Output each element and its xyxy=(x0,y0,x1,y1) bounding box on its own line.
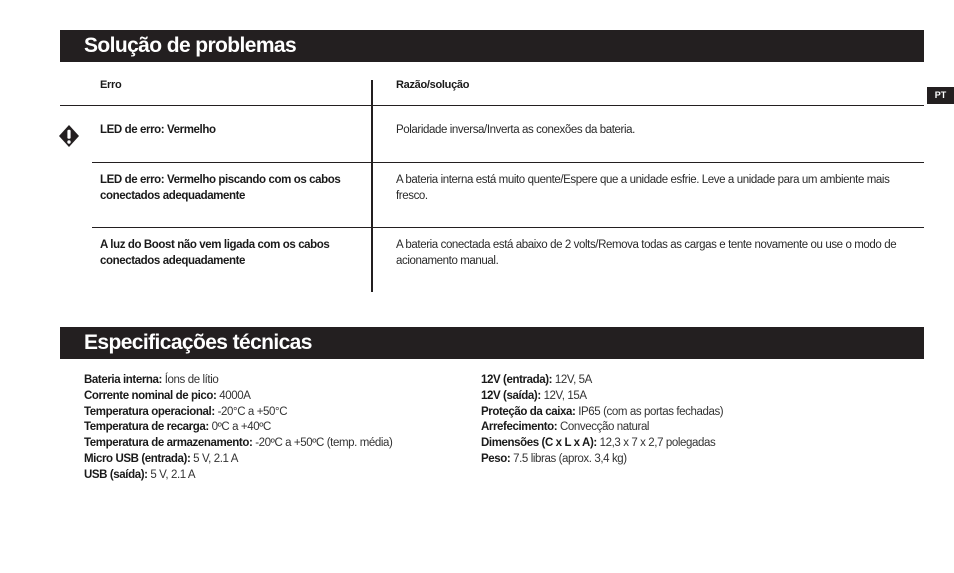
spec-value: 7.5 libras (aprox. 3,4 kg) xyxy=(513,452,627,465)
spec-row xyxy=(84,405,392,421)
spec-row xyxy=(84,436,392,452)
spec-label: 12V (entrada): xyxy=(481,374,553,386)
spec-label: Temperatura operacional: xyxy=(84,405,215,418)
spec-value: 0ºC a +40ºC xyxy=(211,421,271,434)
error-cell: A luz do Boost não vem ligada com os cabos conectados adequadamente xyxy=(100,239,330,267)
language-tab: PT xyxy=(927,87,954,104)
spec-row xyxy=(84,420,392,436)
solution-column-header: Razão/solução xyxy=(396,79,470,91)
spec-value: 12V, 5A xyxy=(554,374,592,386)
spec-value: 5 V, 2.1 A xyxy=(150,468,196,481)
specs-right-column xyxy=(481,373,723,468)
spec-value: IP65 (com as portas fechadas) xyxy=(578,405,724,418)
spec-value: -20ºC a +50ºC (temp. média) xyxy=(255,437,393,450)
spec-row xyxy=(481,452,723,468)
spec-value: 5 V, 2.1 A xyxy=(193,452,238,465)
spec-label: Micro USB (entrada): xyxy=(84,452,191,465)
spec-label: Corrente nominal de pico: xyxy=(84,389,217,402)
troubleshooting-heading: Solução de problemas xyxy=(60,30,924,62)
row-divider xyxy=(92,162,924,163)
specs-left-column xyxy=(84,373,392,484)
solution-cell: A bateria interna está muito quente/Espere que a unidade esfrie. Leve a unidade para um ambiente mais fresco. xyxy=(396,174,890,202)
spec-label: Dimensões (C x L x A): xyxy=(481,437,597,450)
spec-label: USB (saída): xyxy=(84,468,148,481)
error-cell: LED de erro: Vermelho xyxy=(100,124,216,136)
spec-row xyxy=(481,436,723,452)
spec-value: 12V, 15A xyxy=(543,389,587,402)
spec-value: 12,3 x 7 x 2,7 polegadas xyxy=(599,437,716,450)
spec-label: Bateria interna: xyxy=(84,374,162,386)
spec-row xyxy=(84,373,392,389)
spec-row xyxy=(84,389,392,405)
spec-label: Peso: xyxy=(481,452,511,465)
spec-value: Íons de lítio xyxy=(164,374,219,386)
spec-row xyxy=(481,405,723,421)
warning-icon xyxy=(59,125,79,147)
spec-value: -20°C a +50°C xyxy=(217,405,288,418)
spec-value: Convecção natural xyxy=(560,421,650,434)
column-divider xyxy=(371,80,373,292)
spec-label: Arrefecimento: xyxy=(481,421,558,434)
spec-label: Proteção da caixa: xyxy=(481,405,576,418)
specifications-heading: Especificações técnicas xyxy=(60,327,924,359)
spec-label: 12V (saída): xyxy=(481,389,541,402)
error-column-header: Erro xyxy=(100,79,122,91)
spec-label: Temperatura de recarga: xyxy=(84,421,209,434)
error-cell: LED de erro: Vermelho piscando com os cabos conectados adequadamente xyxy=(100,174,341,202)
solution-cell: A bateria conectada está abaixo de 2 volts/Remova todas as cargas e tente novamente ou use o modo de acionamento manual. xyxy=(396,239,897,267)
solution-cell: Polaridade inversa/Inverta as conexões da bateria. xyxy=(396,124,635,136)
spec-value: 4000A xyxy=(219,389,251,402)
spec-row xyxy=(481,373,723,389)
spec-label: Temperatura de armazenamento: xyxy=(84,437,253,450)
spec-row xyxy=(481,389,723,405)
spec-row xyxy=(84,452,392,468)
row-divider xyxy=(92,227,924,228)
spec-row xyxy=(481,420,723,436)
spec-row xyxy=(84,468,392,484)
header-divider xyxy=(60,105,924,106)
